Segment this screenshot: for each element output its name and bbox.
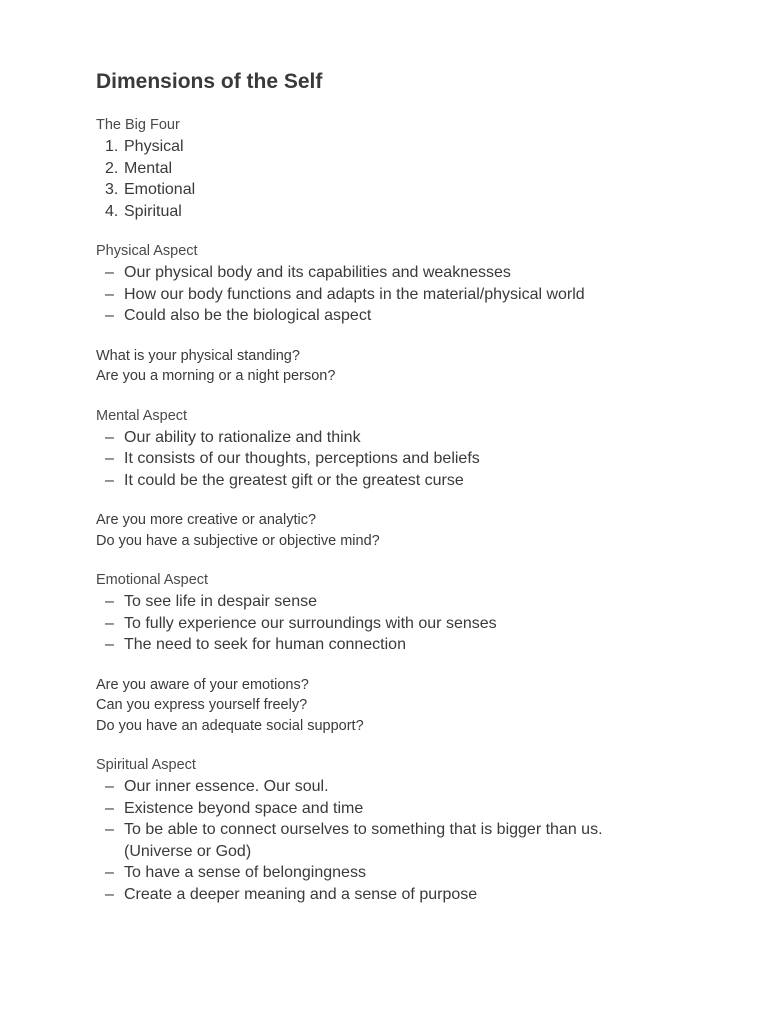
dash-marker: – [105, 636, 114, 653]
list-number: 3. [105, 181, 119, 198]
bullet-item [96, 470, 768, 492]
bullet-text: To be able to connect ourselves to something that is bigger than us. [124, 821, 603, 838]
bullet-item [96, 262, 768, 284]
dash-marker: – [105, 264, 114, 281]
bullet-text: To fully experience our surroundings with our senses [124, 614, 497, 632]
dash-marker: – [105, 778, 114, 795]
dash-marker: – [105, 885, 114, 903]
page-title: Dimensions of the Self [96, 70, 323, 93]
list-item [96, 136, 768, 158]
physical-section [96, 241, 768, 387]
list-item-text: Spiritual [124, 202, 182, 220]
mental-bullets [96, 427, 768, 492]
list-item [96, 158, 768, 180]
physical-bullets [96, 262, 768, 327]
list-item [96, 201, 768, 223]
dash-marker: – [105, 593, 114, 610]
bullet-item [96, 591, 768, 613]
list-item-text: Physical [124, 138, 184, 155]
question: Are you more creative or analytic? [96, 512, 317, 528]
question: What is your physical standing? [96, 347, 300, 364]
question: Can you express yourself freely? [96, 697, 308, 713]
dash-marker: – [105, 799, 114, 817]
emotional-section [96, 570, 768, 736]
dash-marker: – [105, 285, 114, 303]
bullet-item [96, 862, 768, 884]
spacer [96, 736, 768, 755]
spiritual-heading: Spiritual Aspect [96, 757, 196, 773]
emotional-heading: Emotional Aspect [96, 572, 209, 588]
question: Are you a morning or a night person? [96, 368, 336, 384]
bullet-text: It consists of our thoughts, perceptions and beliefs [124, 450, 480, 467]
list-number: 1. [105, 138, 119, 155]
spacer [96, 222, 768, 241]
list-item-text: Mental [124, 159, 173, 177]
list-item [96, 179, 768, 201]
dash-marker: – [105, 821, 114, 838]
emotional-bullets [96, 591, 768, 656]
bullet-item [96, 634, 768, 656]
mental-heading: Mental Aspect [96, 407, 188, 424]
mental-section [96, 406, 768, 552]
list-number: 4. [105, 202, 119, 220]
bullet-text: Our inner essence. Our soul. [124, 778, 329, 795]
big-four-list [96, 136, 768, 222]
question: Do you have an adequate social support? [96, 717, 364, 734]
bullet-text: (Universe or God) [124, 842, 252, 860]
spacer [96, 387, 768, 406]
spacer [96, 656, 768, 675]
dash-marker: – [105, 450, 114, 467]
list-number: 2. [105, 159, 119, 177]
spacer [96, 327, 768, 346]
bullet-text: Our ability to rationalize and think [124, 428, 361, 446]
dash-marker: – [105, 614, 114, 632]
bullet-text: The need to seek for human connection [124, 636, 406, 653]
bullet-text: How our body functions and adapts in the material/physical world [124, 285, 585, 303]
bullet-text: To see life in despair sense [124, 593, 317, 610]
spiritual-section [96, 755, 768, 905]
bullet-item [96, 798, 768, 820]
bullet-text: To have a sense of belongingness [124, 864, 366, 881]
question: Are you aware of your emotions? [96, 676, 309, 693]
bullet-item [96, 884, 768, 906]
bullet-item [96, 776, 768, 798]
bullet-text: Create a deeper meaning and a sense of purpose [124, 885, 478, 903]
bullet-item [96, 427, 768, 449]
bullet-item [96, 613, 768, 635]
bullet-item [96, 819, 768, 841]
big-four-heading: The Big Four [96, 117, 180, 133]
bullet-text: Our physical body and its capabilities and weaknesses [124, 264, 511, 281]
dash-marker: – [105, 307, 114, 324]
bullet-text: Existence beyond space and time [124, 799, 364, 817]
bullet-text: It could be the greatest gift or the greatest curse [124, 471, 464, 489]
dash-marker: – [105, 428, 114, 446]
bullet-text: Could also be the biological aspect [124, 307, 372, 324]
list-item-text: Emotional [124, 181, 196, 198]
physical-heading: Physical Aspect [96, 243, 198, 259]
bullet-item [96, 284, 768, 306]
spacer [96, 491, 768, 510]
spiritual-bullets [96, 776, 768, 905]
question: Do you have a subjective or objective mind? [96, 532, 380, 549]
spacer [96, 551, 768, 570]
big-four-section [96, 115, 768, 222]
dash-marker: – [105, 471, 114, 489]
bullet-item [96, 305, 768, 327]
bullet-continuation [96, 841, 768, 863]
dash-marker: – [105, 864, 114, 881]
bullet-item [96, 448, 768, 470]
